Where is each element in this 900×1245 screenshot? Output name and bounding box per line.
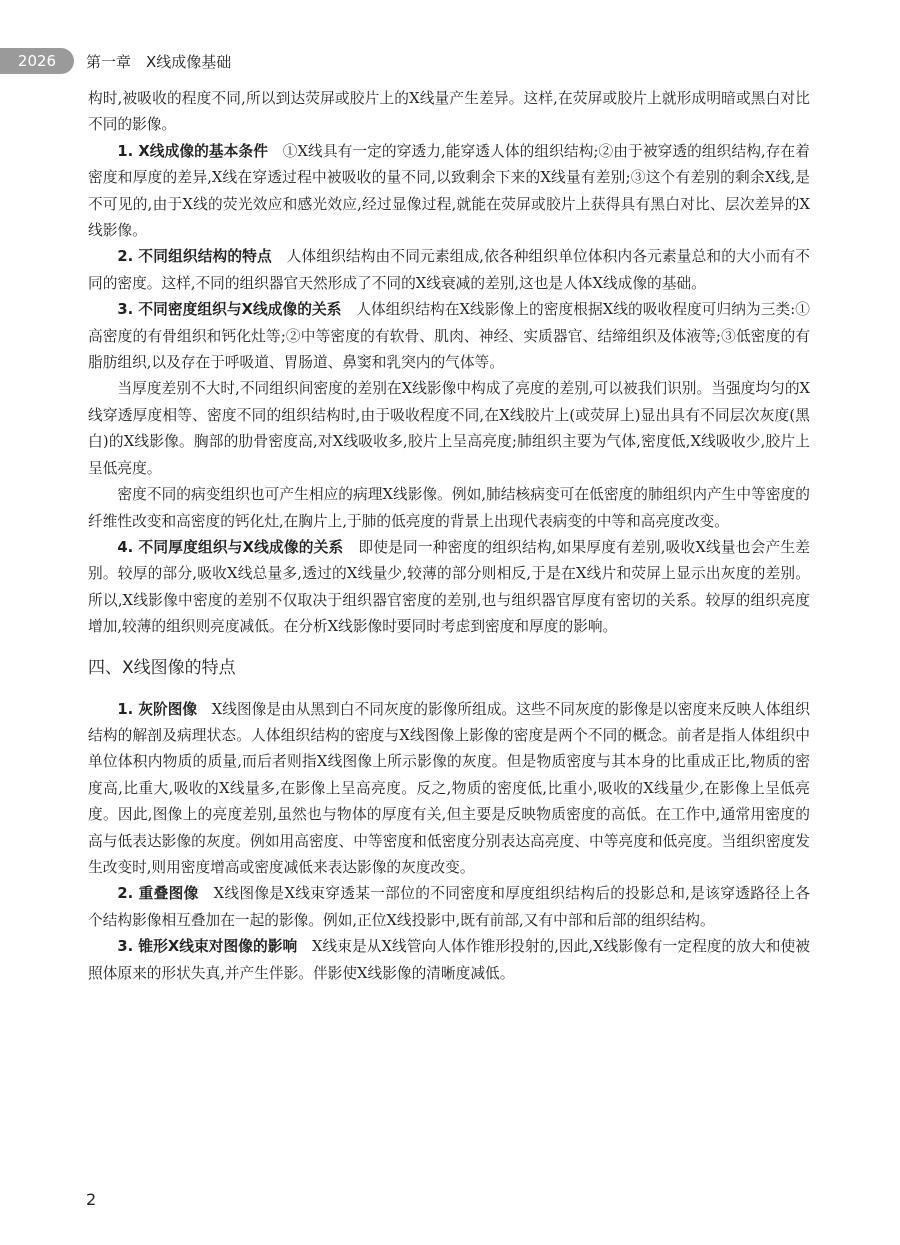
section-title: 四、X线图像的特点 [88,657,236,678]
page-body [88,86,810,987]
running-header [0,48,231,74]
paragraph: 密度不同的病变组织也可产生相应的病理X线影像。例如,肺结核病变可在低密度的肺组织内产生中等密度的纤维性改变和高密度的钙化灶,在胸片上,于肺的低亮度的背景上出现代表病变的中等和高亮度改变。 [88,486,810,530]
paragraph-heading: 2. 重叠图像 [117,885,199,903]
paragraph: 4. 不同厚度组织与X线成像的关系 即使是同一种密度的组织结构,如果厚度有差别,吸收X线量也会产生差别。较厚的部分,吸收X线总量多,透过的X线量少,较薄的部分则相反,于是在X线片和荧屏上显示出灰度的差别。所以,X线影像中密度的差别不仅取决于组织器官密度的差别,也与组织器官厚度有密切的关系。较厚的组织亮度增加,较薄的组织则亮度减低。在分析X线影像时要同时考虑到密度和厚度的影响。 [88,538,810,636]
paragraph: 1. 灰阶图像 X线图像是由从黑到白不同灰度的影像所组成。这些不同灰度的影像是以密度来反映人体组织结构的解剖及病理状态。人体组织结构的密度与X线图像上影像的密度是两个不同的概念。前者是指人体组织中单位体积内物质的质量,而后者则指X线图像上所示影像的灰度。但是物质密度与其本身的比重成正比,物质的密度高,比重大,吸收的X线量多,在影像上呈高亮度。反之,物质的密度低,比重小,吸收的X线量少,在影像上呈低亮度。因此,图像上的亮度差别,虽然也与物体的厚度有关,但主要是反映物质密度的高低。在工作中,通常用密度的高与低表达影像的灰度。例如用高密度、中等密度和低密度分别表达高亮度、中等亮度和低亮度。当组织密度发生改变时,则用密度增高或密度减低来表达影像的灰度改变。 [88,700,810,876]
year-badge: 2026 [0,48,74,74]
page-number: 2 [86,1190,97,1209]
paragraph: 1. X线成像的基本条件 ①X线具有一定的穿透力,能穿透人体的组织结构;②由于被穿透的组织结构,存在着密度和厚度的差异,X线在穿透过程中被吸收的量不同,以致剩余下来的X线量有差别;③这个有差别的剩余X线,是不可见的,由于X线的荧光效应和感光效应,经过显像过程,就能在荧屏或胶片上获得具有黑白对比、层次差异的X线影像。 [88,142,810,240]
paragraph: 2. 重叠图像 X线图像是X线束穿透某一部位的不同密度和厚度组织结构后的投影总和,是该穿透路径上各个结构影像相互叠加在一起的影像。例如,正位X线投影中,既有前部,又有中部和后部的组织结构。 [88,885,810,929]
paragraph: 3. 锥形X线束对图像的影响 X线束是从X线管向人体作锥形投射的,因此,X线影像有一定程度的放大和使被照体原来的形状失真,并产生伴影。伴影使X线影像的清晰度减低。 [88,938,810,982]
paragraph-heading: 1. X线成像的基本条件 [117,142,268,160]
paragraph: 构时,被吸收的程度不同,所以到达荧屏或胶片上的X线量产生差异。这样,在荧屏或胶片上就形成明暗或黑白对比不同的影像。 [88,90,810,134]
paragraph-heading: 2. 不同组织结构的特点 [117,248,272,266]
paragraph-heading: 3. 锥形X线束对图像的影响 [117,938,298,956]
paragraph-heading: 1. 灰阶图像 [117,700,198,718]
paragraph: 当厚度差别不大时,不同组织间密度的差别在X线影像中构成了亮度的差别,可以被我们识别。当强度均匀的X线穿透厚度相等、密度不同的组织结构时,由于吸收程度不同,在X线胶片上(或荧屏上)显出具有不同层次灰度(黑白)的X线影像。胸部的肋骨密度高,对X线吸收多,胶片上呈高亮度;肺组织主要为气体,密度低,X线吸收少,胶片上呈低亮度。 [88,380,810,477]
paragraph-heading: 4. 不同厚度组织与X线成像的关系 [117,538,344,556]
paragraph-heading: 3. 不同密度组织与X线成像的关系 [117,301,342,319]
paragraph: 3. 不同密度组织与X线成像的关系 人体组织结构在X线影像上的密度根据X线的吸收程度可归纳为三类:①高密度的有骨组织和钙化灶等;②中等密度的有软骨、肌肉、神经、实质器官、结缔组织及体液等;③低密度的有脂肪组织,以及存在于呼吸道、胃肠道、鼻窦和乳突内的气体等。 [88,301,810,372]
chapter-title: 第一章 X线成像基础 [86,52,232,71]
paragraph: 2. 不同组织结构的特点 人体组织结构由不同元素组成,依各种组织单位体积内各元素量总和的大小而有不同的密度。这样,不同的组织器官天然形成了不同的X线衰减的差别,这也是人体X线成像的基础。 [88,248,810,292]
